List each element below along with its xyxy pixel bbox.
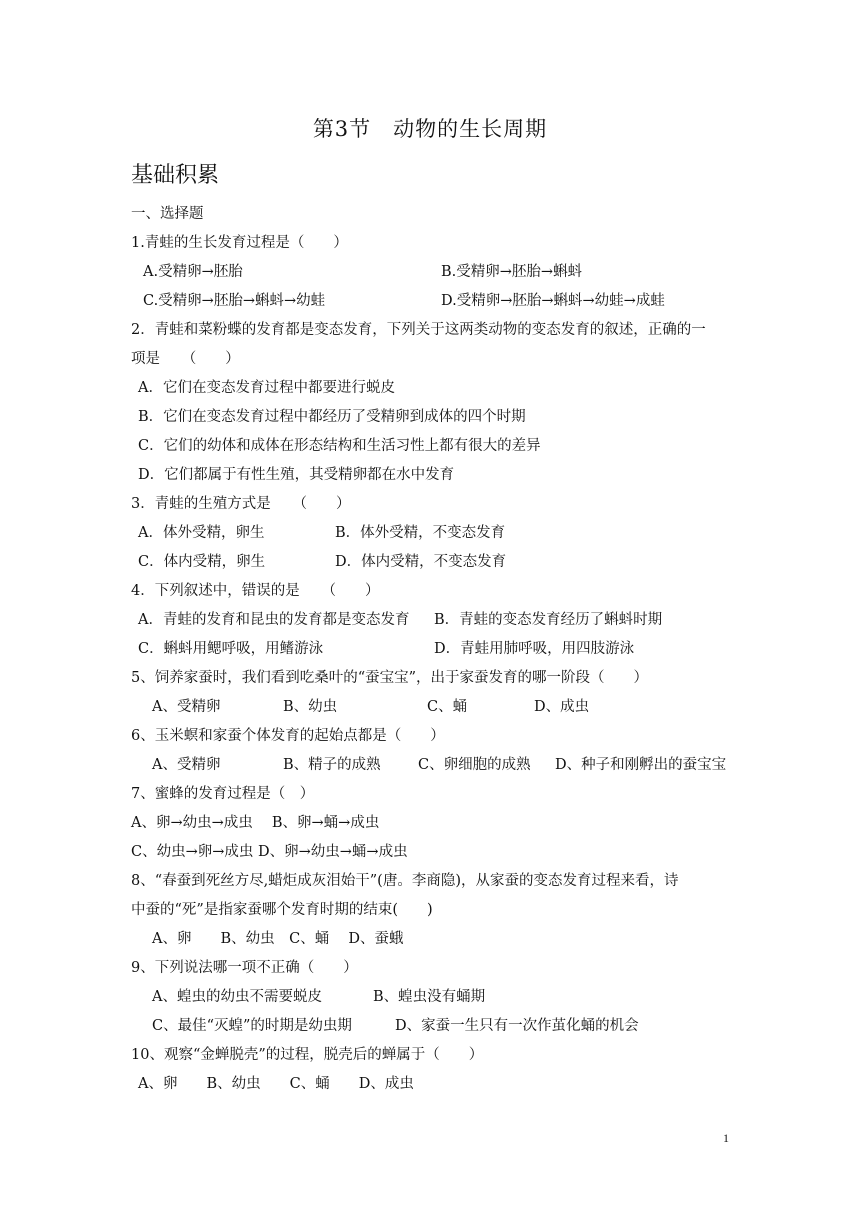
option: D、家蚕一生只有一次作茧化蛹的机会	[395, 1018, 639, 1034]
option: B、幼虫	[283, 699, 338, 715]
question-text: 9、下列说法哪一项不正确（ ）	[131, 960, 358, 976]
option: A．青蛙的发育和昆虫的发育都是变态发育	[138, 612, 410, 628]
question-text: 10、观察“金蝉脱壳”的过程，脱壳后的蝉属于（ ）	[131, 1047, 484, 1063]
option: A、蝗虫的幼虫不需要蜕皮	[152, 989, 322, 1005]
option: A．体外受精，卵生	[138, 525, 265, 541]
option: A．它们在变态发育过程中都要进行蜕皮	[138, 380, 395, 396]
question-text: 1.青蛙的生长发育过程是（ ）	[131, 235, 348, 251]
option: B.受精卵→胚胎→蝌蚪	[441, 264, 583, 280]
option: B、蝗虫没有蛹期	[373, 989, 486, 1005]
option: C．体内受精，卵生	[138, 554, 266, 570]
question-text: 项是 （ ）	[131, 351, 240, 367]
question-text: 7、蜜蜂的发育过程是（ ）	[131, 786, 315, 802]
option: C、幼虫→卵→成虫 D、卵→幼虫→蛹→成虫	[131, 844, 408, 860]
option: B．青蛙的变态发育经历了蝌蚪时期	[434, 612, 663, 628]
option: A.受精卵→胚胎	[143, 264, 243, 280]
question-text: 8、“春蚕到死丝方尽,蜡炬成灰泪始干”(唐。李商隐)，从家蚕的变态发育过程来看，诗	[131, 873, 679, 889]
option: D．体内受精，不变态发育	[335, 554, 507, 570]
page-number: 1	[723, 1131, 729, 1145]
option: D．它们都属于有性生殖，其受精卵都在水中发育	[138, 467, 455, 483]
section-heading: 基础积累	[131, 163, 220, 188]
option: A、卵→幼虫→成虫 B、卵→蛹→成虫	[131, 815, 380, 831]
option: D．青蛙用肺呼吸，用四肢游泳	[434, 641, 635, 657]
question-text: 2．青蛙和菜粉蝶的发育都是变态发育，下列关于这两类动物的变态发育的叙述，正确的一	[131, 322, 706, 338]
option: A、卵 B、幼虫 C、蛹 D、成虫	[138, 1076, 414, 1092]
option: C、蛹	[427, 699, 468, 715]
option: A、受精卵	[152, 699, 221, 715]
option: C、最佳“灭蝗”的时期是幼虫期	[152, 1018, 352, 1034]
option: C．它们的幼体和成体在形态结构和生活习性上都有很大的差异	[138, 438, 541, 454]
option: D、成虫	[534, 699, 590, 715]
option: A、卵 B、幼虫 C、蛹 D、蚕蛾	[152, 931, 404, 947]
option: A、受精卵	[152, 757, 221, 773]
page-title: 第3节 动物的生长周期	[312, 117, 548, 141]
option: D.受精卵→胚胎→蝌蚪→幼蛙→成蛙	[441, 293, 665, 309]
question-text: 4．下列叙述中，错误的是 （ ）	[131, 583, 380, 599]
option: B、精子的成熟	[283, 757, 381, 773]
option: D、种子和刚孵出的蚕宝宝	[555, 757, 727, 773]
question-text: 6、玉米螟和家蚕个体发育的起始点都是（ ）	[131, 728, 445, 744]
part-heading: 一、选择题	[131, 206, 204, 222]
question-text: 5、饲养家蚕时，我们看到吃桑叶的“蚕宝宝”，出于家蚕发育的哪一阶段（ ）	[131, 670, 649, 686]
option: C.受精卵→胚胎→蝌蚪→幼蛙	[143, 293, 326, 309]
option: C．蝌蚪用鳃呼吸，用鳍游泳	[138, 641, 324, 657]
option: C、卵细胞的成熟	[418, 757, 531, 773]
option: B．它们在变态发育过程中都经历了受精卵到成体的四个时期	[138, 409, 526, 425]
question-text: 3．青蛙的生殖方式是 （ ）	[131, 496, 351, 512]
option: B．体外受精，不变态发育	[335, 525, 506, 541]
question-text: 中蚕的“死”是指家蚕哪个发育时期的结束( )	[131, 902, 433, 918]
